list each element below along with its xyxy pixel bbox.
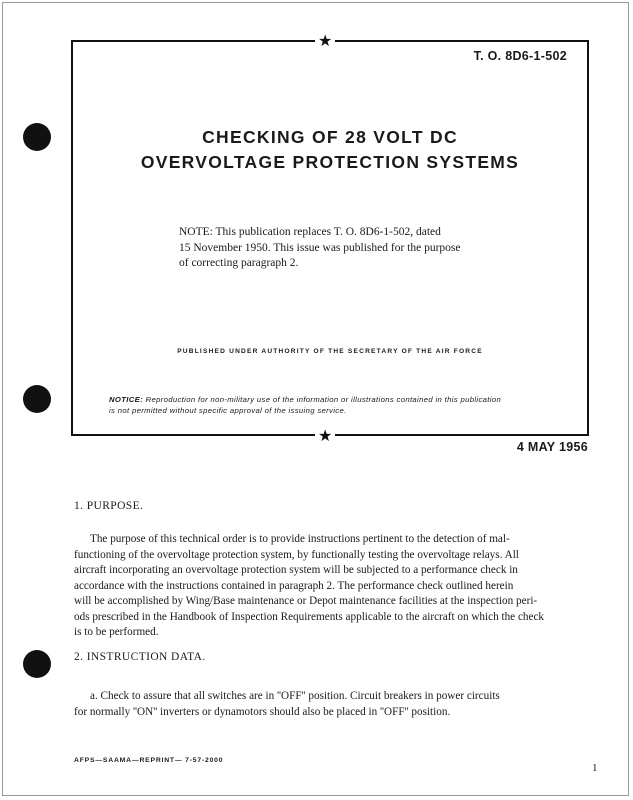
supersession-note [179, 225, 499, 272]
reproduction-notice [109, 394, 569, 416]
title-line-2: OVERVOLTAGE PROTECTION SYSTEMS [140, 152, 520, 172]
instruction-paragraph [74, 689, 594, 720]
paragraph-line: The purpose of this technical order is to provide instructions pertinent to the detection of mal- [90, 533, 510, 545]
title-box [71, 31, 589, 445]
purpose-paragraph [74, 532, 594, 641]
paragraph-line: will be accomplished by Wing/Base maintenance or Depot maintenance facilities at the inspection peri- [74, 595, 538, 607]
publication-date: 4 MAY 1956 [516, 440, 588, 454]
punch-hole-top [23, 123, 51, 151]
star-icon-top: ★ [315, 33, 335, 49]
star-icon-bottom: ★ [315, 428, 335, 444]
section-purpose-heading: 1. PURPOSE. [74, 500, 144, 512]
notice-label: NOTICE: [109, 395, 144, 404]
note-line-3: of correcting paragraph 2. [179, 257, 299, 269]
punch-hole-middle [23, 385, 51, 413]
punch-hole-bottom [23, 650, 51, 678]
notice-line-1: Reproduction for non-military use of the information or illustrations contained in this publication [143, 395, 502, 404]
paragraph-line: aircraft incorporating an overvoltage protection system will be subjected to a performance check in [74, 564, 518, 576]
authority-statement: PUBLISHED UNDER AUTHORITY OF THE SECRETARY OF THE AIR FORCE [177, 348, 483, 355]
paragraph-line: functioning of the overvoltage protection system, by functionally testing the overvoltage relays. All [74, 548, 519, 561]
paragraph-line: a. Check to assure that all switches are in ''OFF'' position. Circuit breakers in power circuits [90, 690, 500, 702]
notice-line-2: is not permitted without specific approval of the issuing service. [109, 406, 347, 415]
paragraph-line: for normally ''ON'' inverters or dynamotors should also be placed in ''OFF'' position. [74, 705, 451, 718]
paragraph-line: accordance with the instructions contained in paragraph 2. The performance check outlined herein [74, 579, 514, 592]
title-line-1: CHECKING OF 28 VOLT DC [202, 127, 458, 147]
note-line-2: 15 November 1950. This issue was published for the purpose [179, 241, 461, 254]
to-number: T. O. 8D6-1-502 [473, 49, 567, 63]
paragraph-line: is to be performed. [74, 626, 159, 638]
page-number: 1 [592, 762, 598, 774]
reprint-footer: AFPS—SAAMA—REPRINT— 7-57-2000 [74, 757, 224, 764]
paragraph-line: ods prescribed in the Handbook of Inspection Requirements applicable to the aircraft on which the check [74, 610, 545, 623]
note-line-1: NOTE: This publication replaces T. O. 8D6-1-502, dated [179, 226, 441, 238]
section-instruction-heading: 2. INSTRUCTION DATA. [74, 651, 206, 663]
document-title [73, 125, 587, 175]
